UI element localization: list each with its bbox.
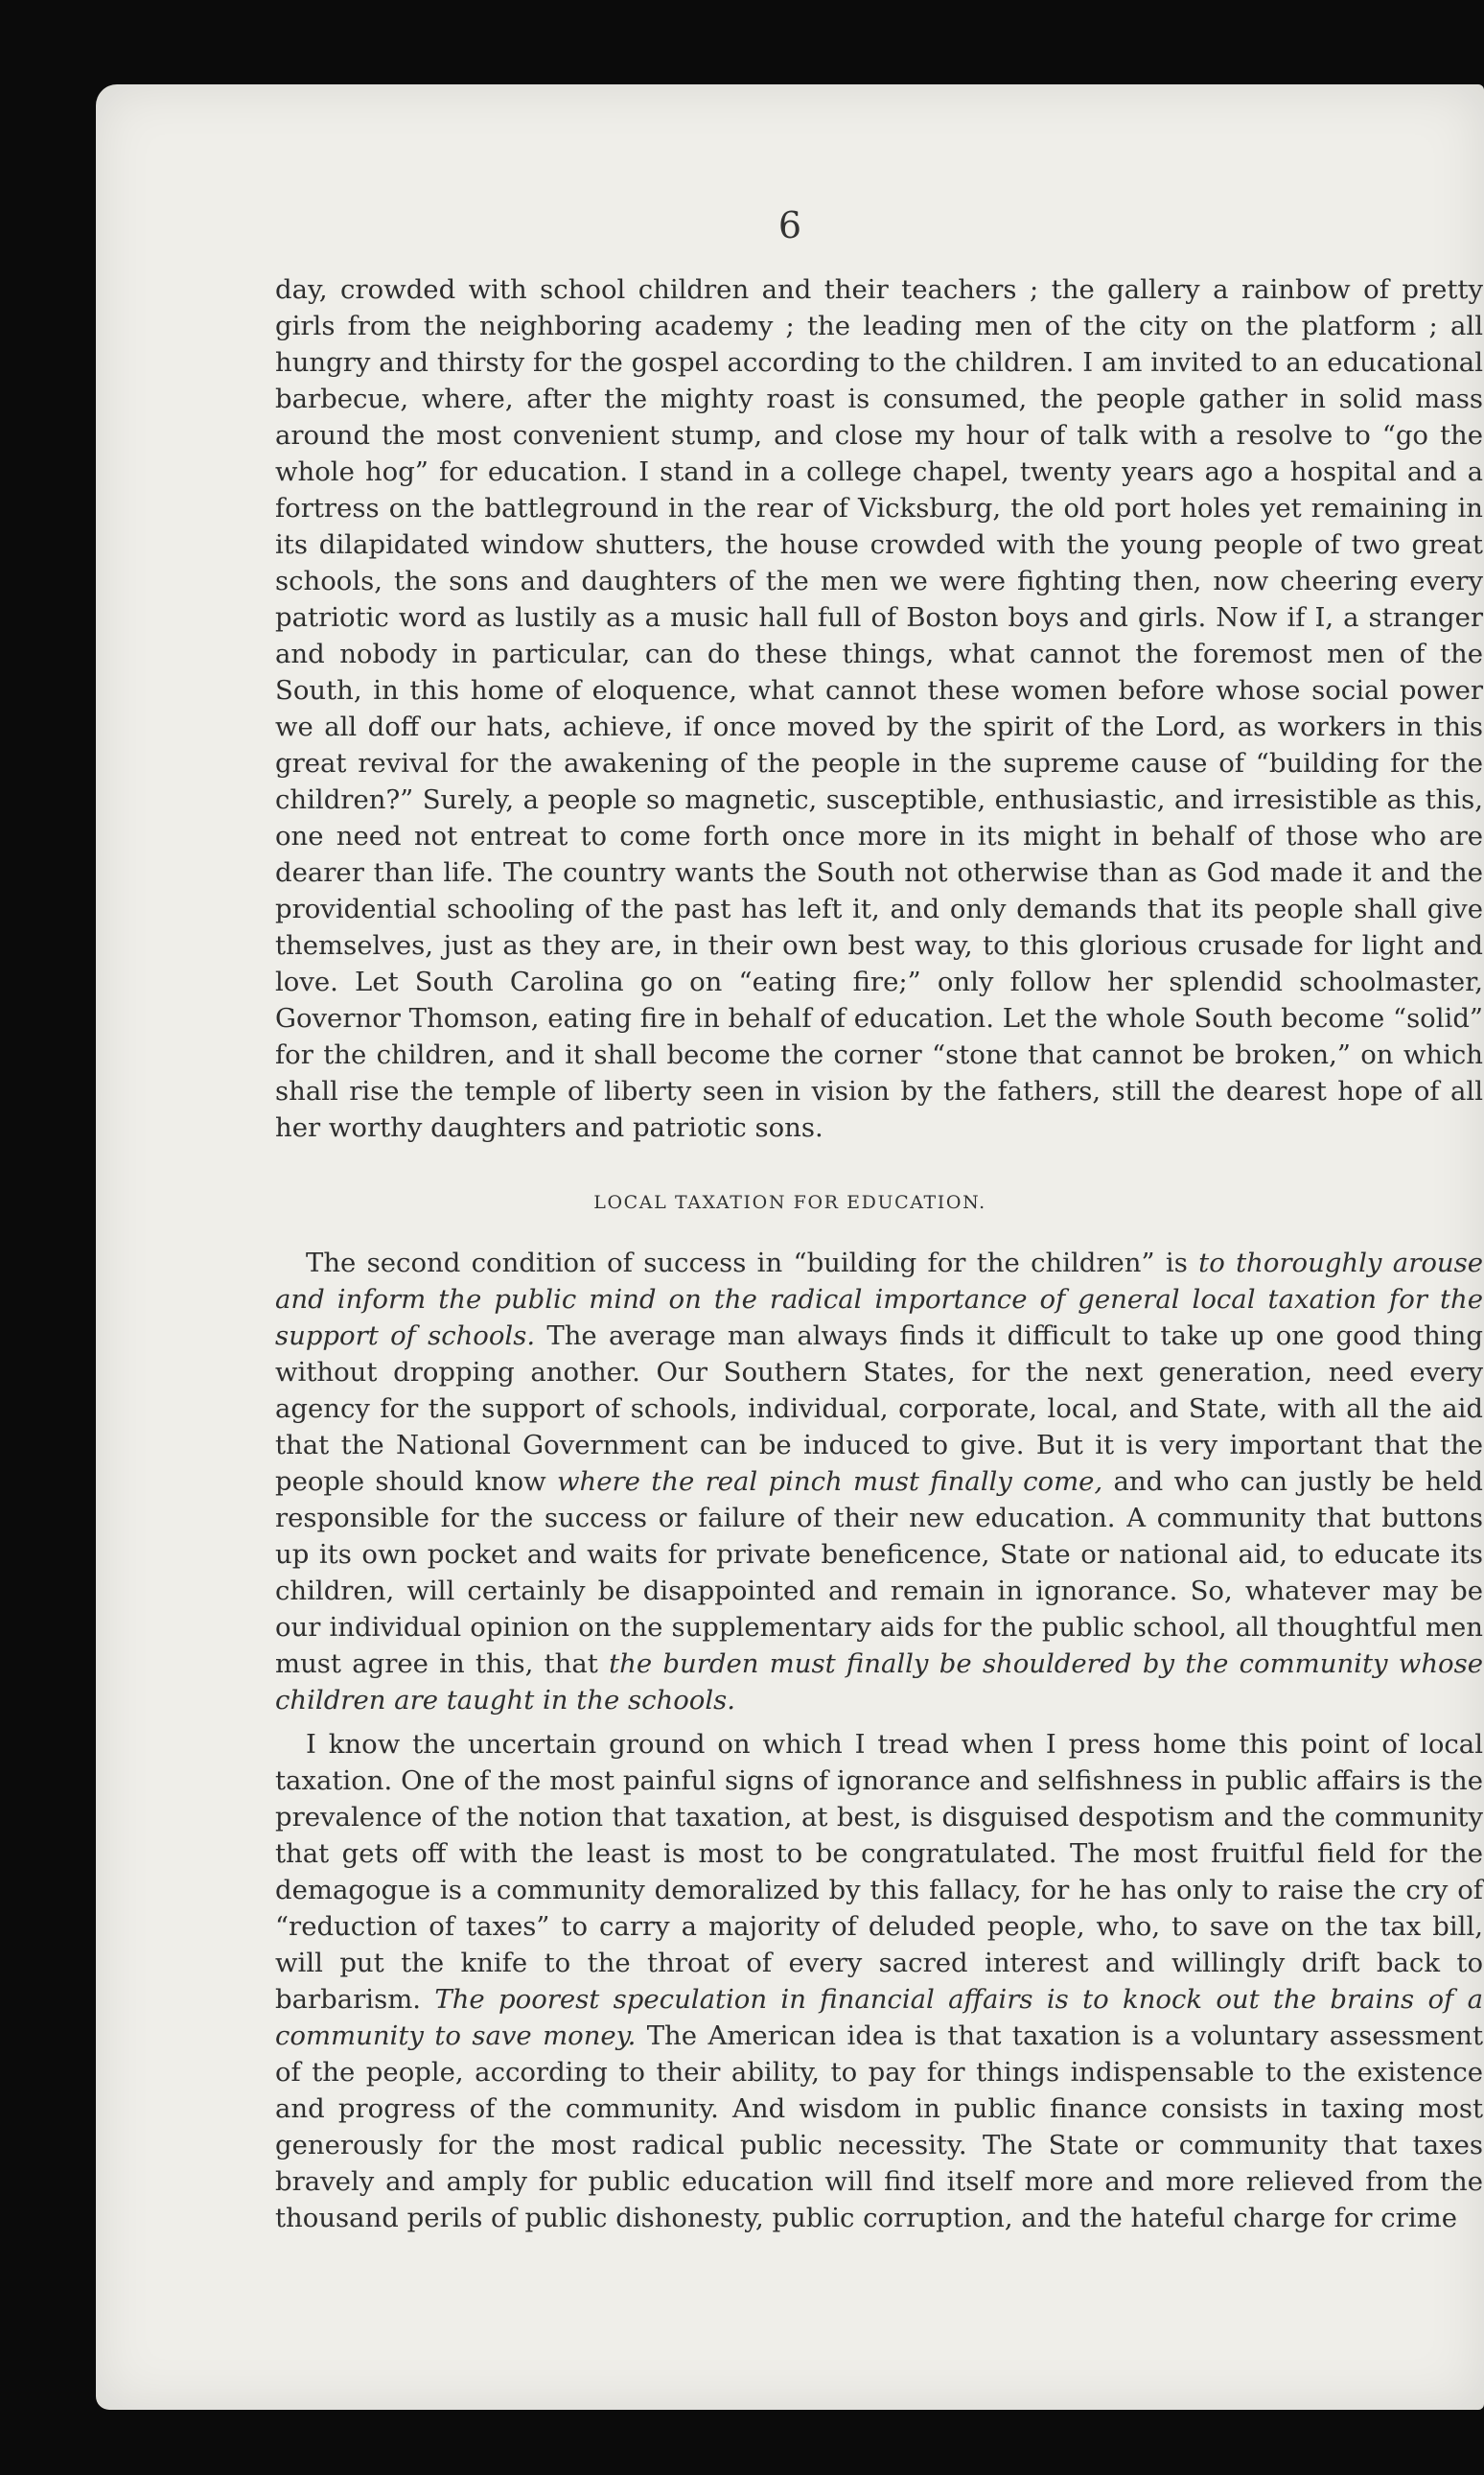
text-run: I know the uncertain ground on which I tread when I press home this point of local taxation. One of the most painful signs of ignorance and selfishness in public affairs is the prevalence of the notion that taxation, at best, is disguised despotism and the community that gets off with the least is most to be congratulated. The most fruitful field for the demagogue is a community demoralized by this fallacy, for he has only to raise the cry of “reduction of taxes” to carry a majority of deluded people, who, to save on the tax bill, will put the knife to the throat of every sacred interest and willingly drift back to barbarism.	[275, 1729, 1483, 2015]
body-text-bottom	[275, 1245, 1483, 2236]
italic-run: to thoroughly arouse and inform the public mind on the radical importance of general local taxation for the support of schools.	[275, 1248, 1483, 1351]
page-number: 6	[777, 204, 802, 246]
paragraph	[275, 1245, 1483, 1718]
italic-run: the burden must finally be shouldered by the community whose children are taught in the schools.	[275, 1648, 1483, 1716]
text-run: The American idea is that taxation is a voluntary assessment of the people, according to their ability, to pay for things indispensable to the existence and progress of the community. And wisdom in public finance consists in taxing most generously for the most radical public necessity. The State or community that taxes bravely and amply for public education will find itself more and more relieved from the thousand perils of public dishonesty, public corruption, and the hateful charge for crime	[275, 2020, 1483, 2233]
paragraph	[275, 1726, 1483, 2236]
text-run: The average man always finds it difficult to take up one good thing without dropping another. Our Southern States, for the next generation, need every agency for the support of schools, individual, corporate, local, and State, with all the aid that the National Government can be induced to give. But it is very important that the people should know	[275, 1320, 1483, 1497]
paragraph: day, crowded with school children and their teachers ; the gallery a rainbow of pretty girls from the neighboring academy ; the leading men of the city on the platform ; all hungry and thirsty for the gospel according to the children. I am invited to an educational barbecue, where, after the mighty roast is consumed, the people gather in solid mass around the most convenient stump, and close my hour of talk with a resolve to “go the whole hog” for education. I stand in a college chapel, twenty years ago a hospital and a fortress on the battleground in the rear of Vicksburg, the old port holes yet remaining in its dilapidated window shutters, the house crowded with the young people of two great schools, the sons and daughters of the men we were fighting then, now cheering every patriotic word as lustily as a music hall full of Boston boys and girls. Now if I, a stranger and nobody in particular, can do these things, what cannot the foremost men of the South, in this home of eloquence, what cannot these women before whose social power we all doff our hats, achieve, if once moved by the spirit of the Lord, as workers in this great revival for the awakening of the people in the supreme cause of “building for the children?” Surely, a people so magnetic, susceptible, enthusiastic, and irresistible as this, one need not entreat to come forth once more in its might in behalf of those who are dearer than life. The country wants the South not otherwise than as God made it and the providential schooling of the past has left it, and only demands that its people shall give themselves, just as they are, in their own best way, to this glorious crusade for light and love. Let South Carolina go on “eating fire;” only follow her splendid schoolmaster, Governor Thomson, eating fire in behalf of education. Let the whole South become “solid” for the children, and it shall become the corner “stone that cannot be broken,” on which shall rise the temple of liberty seen in vision by the fathers, still the dearest hope of all her worthy daughters and patriotic sons.	[275, 274, 1483, 1143]
italic-run: The poorest speculation in financial affairs is to knock out the brains of a community to save money.	[275, 1984, 1483, 2051]
text-run: and who can justly be held responsible for the success or failure of their new education. A community that buttons up its own pocket and waits for private beneficence, State or national aid, to educate its children, will certainly be disappointed and remain in ignorance. So, whatever may be our individual opinion on the supplementary aids for the public school, all thoughtful men must agree in this, that	[275, 1466, 1484, 1679]
text-run: The second condition of success in “building for the children” is	[306, 1248, 1199, 1278]
section-heading: LOCAL TAXATION FOR EDUCATION.	[593, 1192, 986, 1213]
book-page	[96, 84, 1484, 2410]
body-text-top	[275, 271, 1483, 1146]
italic-run: where the real pinch must finally come,	[556, 1466, 1103, 1497]
